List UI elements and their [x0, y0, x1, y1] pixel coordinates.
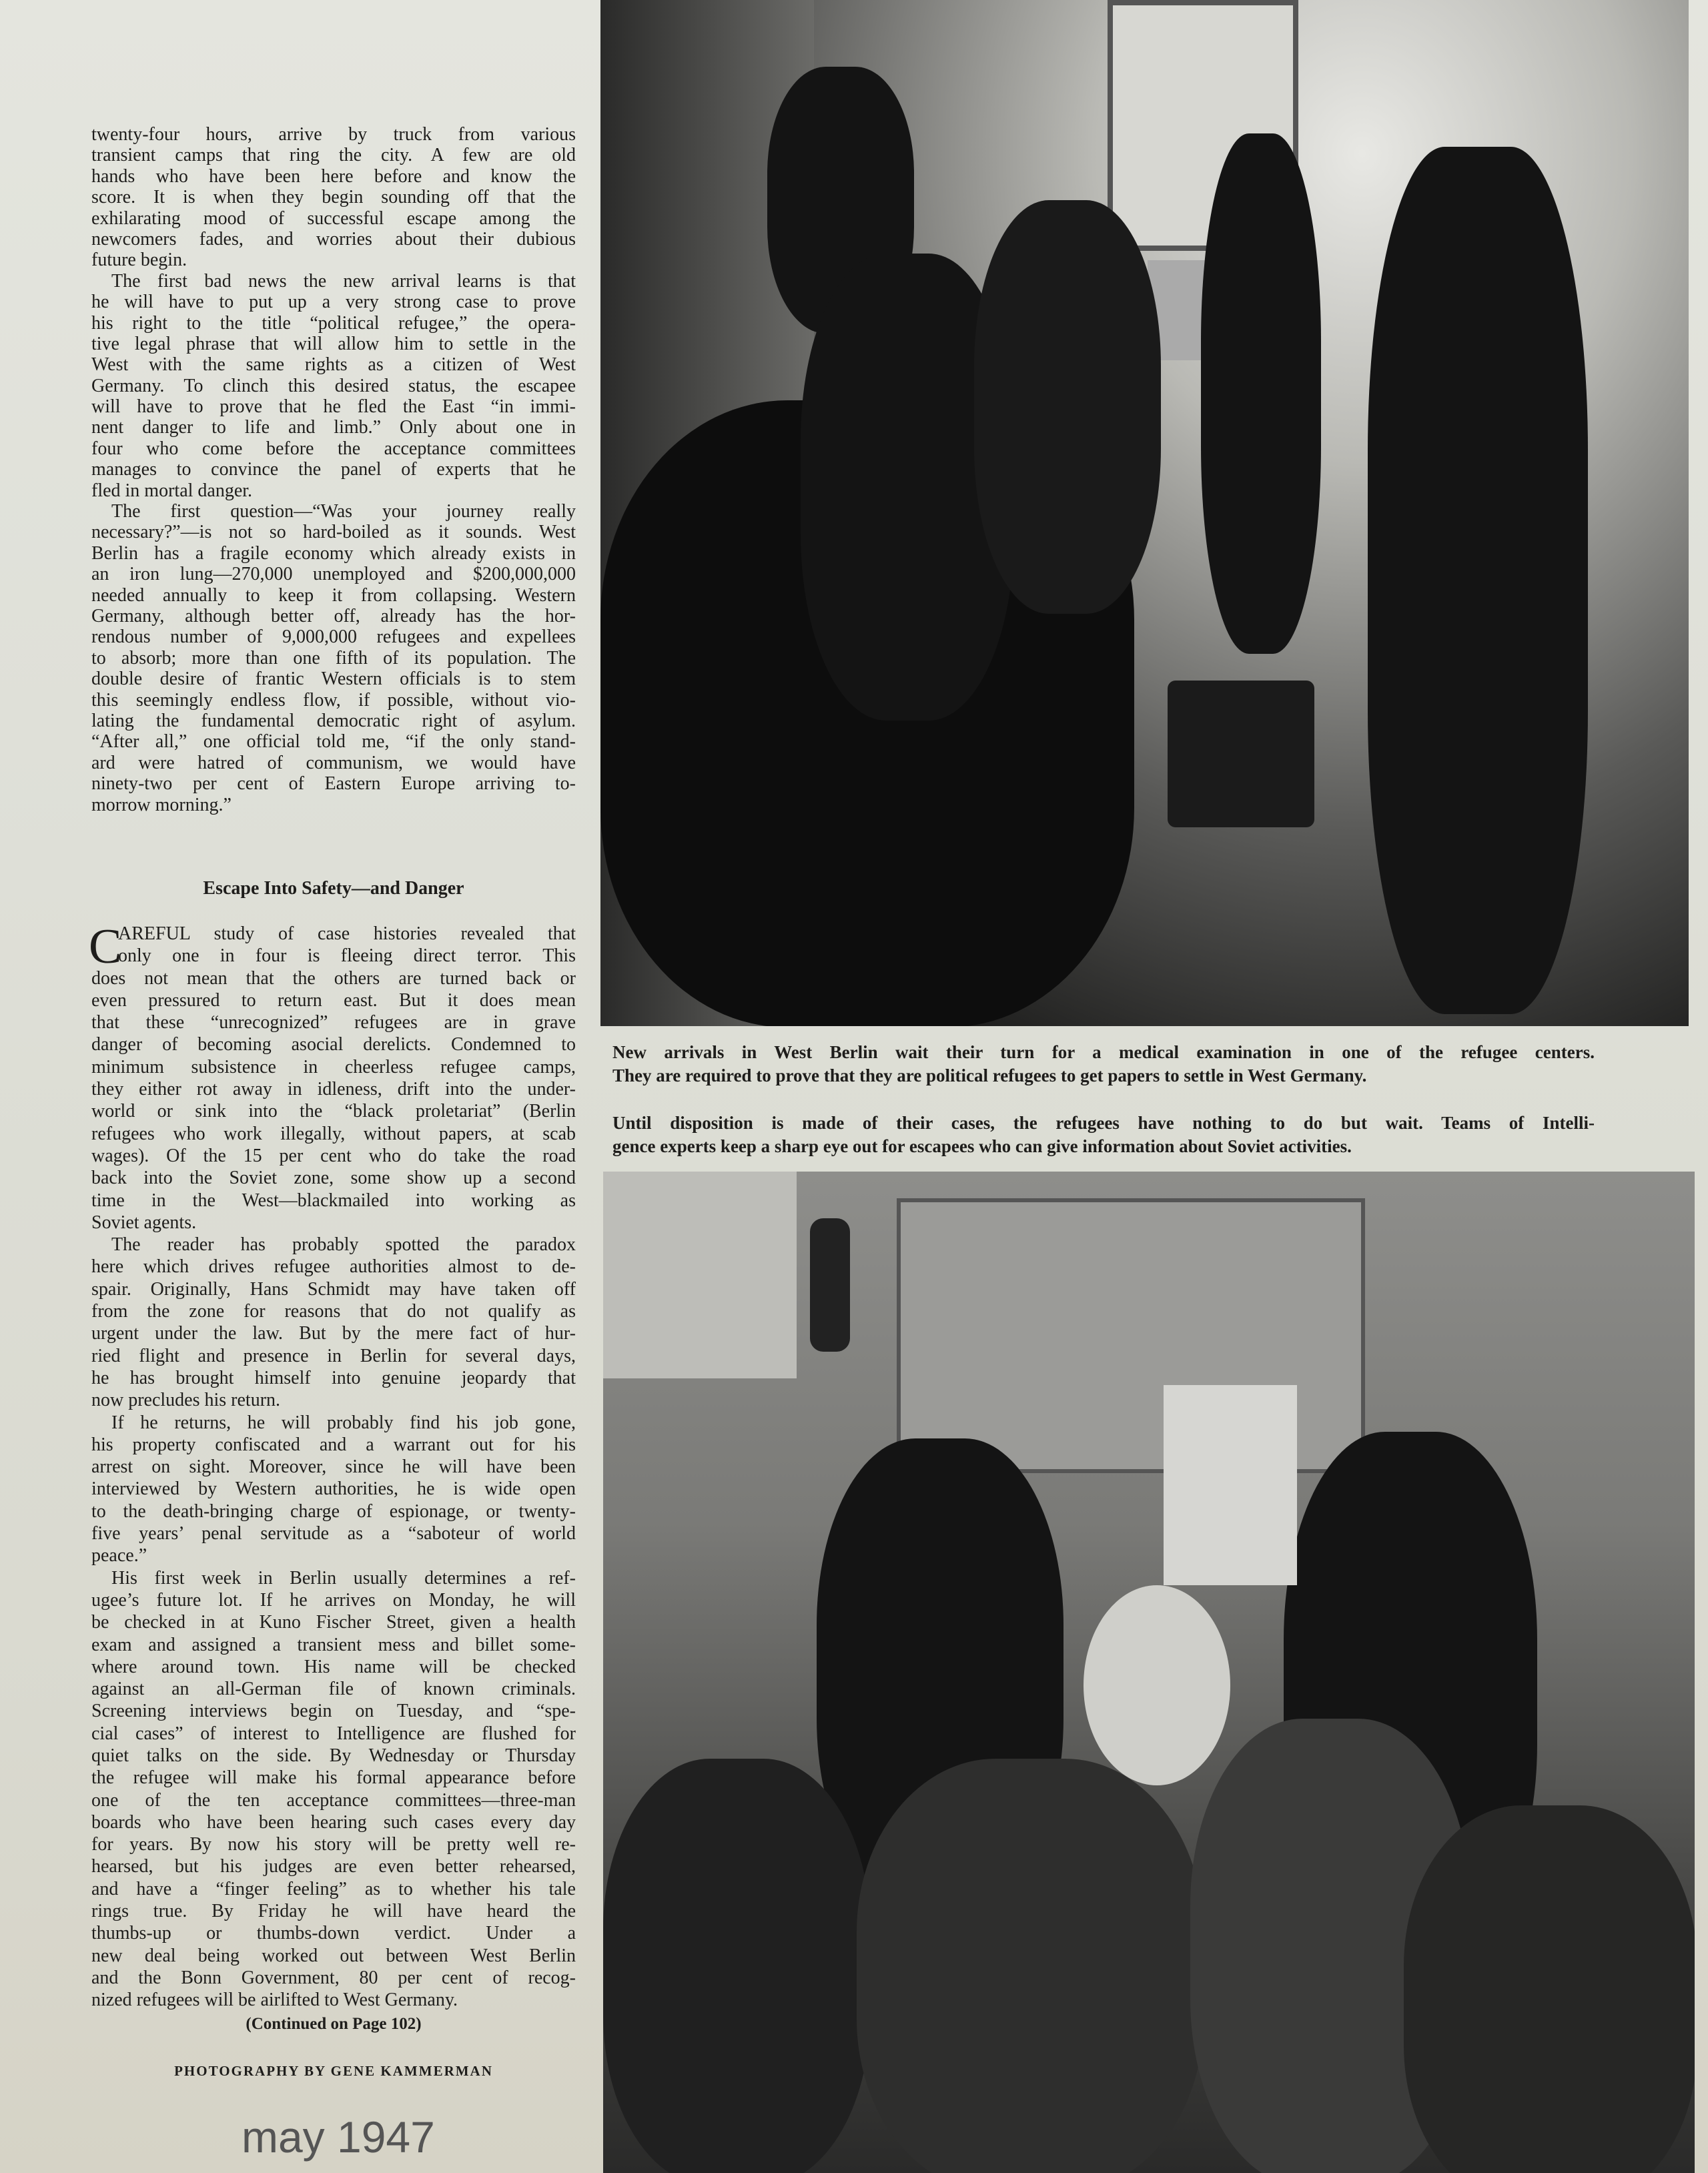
text-line: to absorb; more than one fifth of its population. The: [91, 647, 576, 669]
text-line: newcomers fades, and worries about their dubious: [91, 228, 576, 250]
text-line: nent danger to life and limb.” Only about one in: [91, 417, 576, 438]
photo-credit: PHOTOGRAPHY BY GENE KAMMERMAN: [174, 2063, 493, 2079]
article-text-bottom: [89, 919, 576, 2012]
text-line: manages to convince the panel of experts that he: [91, 459, 576, 480]
text-line: AREFUL study of case histories revealed that: [118, 923, 576, 944]
text-line: danger of becoming asocial derelicts. Condemned to: [91, 1034, 576, 1055]
text-line: ugee’s future lot. If he arrives on Monday, he will: [91, 1589, 576, 1611]
text-line: rings true. By Friday he will have heard the: [91, 1901, 576, 1922]
caption-line: New arrivals in West Berlin wait their turn for a medical examination in one of the refugee centers.: [612, 1042, 1595, 1062]
text-line: ried flight and presence in Berlin for several days,: [91, 1345, 576, 1366]
article-text-top: [91, 124, 576, 815]
section-heading: Escape Into Safety—and Danger: [203, 878, 464, 899]
text-line: here which drives refugee authorities almost to de-: [91, 1256, 576, 1278]
text-line: and have a “finger feeling” as to whether his tale: [91, 1878, 576, 1899]
text-line: now precludes his return.: [91, 1390, 281, 1411]
text-line: spair. Originally, Hans Schmidt may have taken off: [91, 1278, 576, 1300]
text-line: The first bad news the new arrival learns is that: [111, 270, 576, 292]
text-line: his property confiscated and a warrant out for his: [91, 1434, 576, 1455]
text-line: this seemingly endless flow, if possible, without vio-: [91, 689, 576, 711]
caption-line: gence experts keep a sharp eye out for escapees who can give information about Soviet activities.: [612, 1136, 1352, 1156]
text-line: hearsed, but his judges are even better rehearsed,: [91, 1856, 576, 1877]
text-line: West with the same rights as a citizen of West: [91, 354, 576, 376]
text-line: even pressured to return east. But it does mean: [91, 989, 576, 1011]
text-line: to the death-bringing charge of espionage, or twenty-: [91, 1500, 576, 1522]
text-line: necessary?”—is not so hard-boiled as it sounds. West: [91, 522, 576, 543]
text-line: peace.”: [91, 1545, 147, 1567]
text-line: only one in four is fleeing direct terror. This: [118, 945, 576, 967]
text-line: from the zone for reasons that do not qualify as: [91, 1301, 576, 1322]
text-line: cial cases” of interest to Intelligence are flushed for: [91, 1723, 576, 1744]
text-line: Berlin has a fragile economy which already exists in: [91, 542, 576, 564]
drop-cap: C: [89, 919, 122, 974]
caption-line: Until disposition is made of their cases, the refugees have nothing to do but wait. Teams of Intelli-: [612, 1113, 1595, 1133]
text-line: time in the West—blackmailed into working as: [91, 1190, 576, 1211]
text-line: ninety-two per cent of Eastern Europe arriving to-: [91, 773, 576, 795]
text-line: Germany. To clinch this desired status, the escapee: [91, 375, 576, 396]
text-line: double desire of frantic Western officials is to stem: [91, 669, 576, 690]
text-line: interviewed by Western authorities, he is wide open: [91, 1478, 576, 1500]
text-line: against an all-German file of known criminals.: [91, 1679, 576, 1700]
text-line: The first question—“Was your journey really: [111, 501, 576, 522]
photo-refugees-children: [603, 1172, 1695, 2173]
text-line: thumbs-up or thumbs-down verdict. Under a: [91, 1923, 576, 1944]
date-stamp: may 1947: [242, 2112, 435, 2162]
photo-refugees-waiting: [600, 0, 1689, 1026]
text-line: back into the Soviet zone, some show up a second: [91, 1168, 576, 1189]
text-line: minimum subsistence in cheerless refugee camps,: [91, 1056, 576, 1077]
text-line: new deal being worked out between West Berlin: [91, 1945, 576, 1966]
text-line: nized refugees will be airlifted to West Germany.: [91, 1990, 458, 2011]
text-line: ard were hatred of communism, we would have: [91, 752, 576, 773]
text-line: future begin.: [91, 250, 187, 271]
text-line: wages). Of the 15 per cent who do take the road: [91, 1145, 576, 1166]
text-line: hands who have been here before and know the: [91, 165, 576, 187]
paragraph-gap: [612, 1088, 1595, 1112]
photo-captions: [612, 1041, 1595, 1158]
text-line: exam and assigned a transient mess and billet some-: [91, 1634, 576, 1655]
text-line: morrow morning.”: [91, 794, 232, 815]
text-line: rendous number of 9,000,000 refugees and expellees: [91, 626, 576, 648]
text-line: transient camps that ring the city. A few are old: [91, 145, 576, 166]
text-line: If he returns, he will probably find his job gone,: [111, 1412, 576, 1433]
text-line: tive legal phrase that will allow him to settle in the: [91, 333, 576, 354]
text-line: urgent under the law. But by the mere fact of hur-: [91, 1323, 576, 1344]
text-line: four who come before the acceptance committees: [91, 438, 576, 459]
caption-line: They are required to prove that they are political refugees to get papers to settle in West Germany.: [612, 1065, 1367, 1085]
continued-note: (Continued on Page 102): [246, 2015, 422, 2033]
text-line: exhilarating mood of successful escape among the: [91, 207, 576, 229]
text-line: he will have to put up a very strong case to prove: [91, 292, 576, 313]
text-line: His first week in Berlin usually determines a ref-: [111, 1567, 576, 1589]
text-line: quiet talks on the side. By Wednesday or Thursday: [91, 1745, 576, 1766]
text-line: one of the ten acceptance committees—three-man: [91, 1789, 576, 1811]
text-line: arrest on sight. Moreover, since he will have been: [91, 1456, 576, 1478]
text-line: the refugee will make his formal appearance before: [91, 1767, 576, 1789]
text-line: Soviet agents.: [91, 1212, 197, 1233]
text-line: for years. By now his story will be pretty well re-: [91, 1834, 576, 1855]
text-line: five years’ penal servitude as a “saboteur of world: [91, 1523, 576, 1545]
text-line: they either rot away in idleness, drift into the under-: [91, 1079, 576, 1100]
text-line: his right to the title “political refugee,” the opera-: [91, 312, 576, 334]
text-line: The reader has probably spotted the paradox: [111, 1234, 576, 1256]
text-line: refugees who work illegally, without papers, at scab: [91, 1123, 576, 1144]
text-line: score. It is when they begin sounding off that the: [91, 187, 576, 208]
text-line: fled in mortal danger.: [91, 480, 253, 501]
text-line: lating the fundamental democratic right of asylum.: [91, 710, 576, 731]
text-line: will have to prove that he fled the East “in immi-: [91, 396, 576, 418]
text-line: Screening interviews begin on Tuesday, and “spe-: [91, 1701, 576, 1722]
text-line: where around town. His name will be checked: [91, 1656, 576, 1677]
text-line: be checked in at Kuno Fischer Street, given a health: [91, 1612, 576, 1633]
text-line: he has brought himself into genuine jeopardy that: [91, 1367, 576, 1388]
text-line: twenty-four hours, arrive by truck from various: [91, 124, 576, 145]
text-line: “After all,” one official told me, “if the only stand-: [91, 731, 576, 753]
text-line: and the Bonn Government, 80 per cent of recog-: [91, 1967, 576, 1988]
text-line: boards who have been hearing such cases every day: [91, 1811, 576, 1833]
text-line: Germany, although better off, already has the hor-: [91, 605, 576, 626]
text-line: that these “unrecognized” refugees are in grave: [91, 1012, 576, 1033]
text-line: needed annually to keep it from collapsing. Western: [91, 584, 576, 606]
text-line: an iron lung—270,000 unemployed and $200,000,000: [91, 564, 576, 585]
text-line: does not mean that the others are turned back or: [91, 967, 576, 989]
text-line: world or sink into the “black proletariat” (Berlin: [91, 1101, 576, 1122]
